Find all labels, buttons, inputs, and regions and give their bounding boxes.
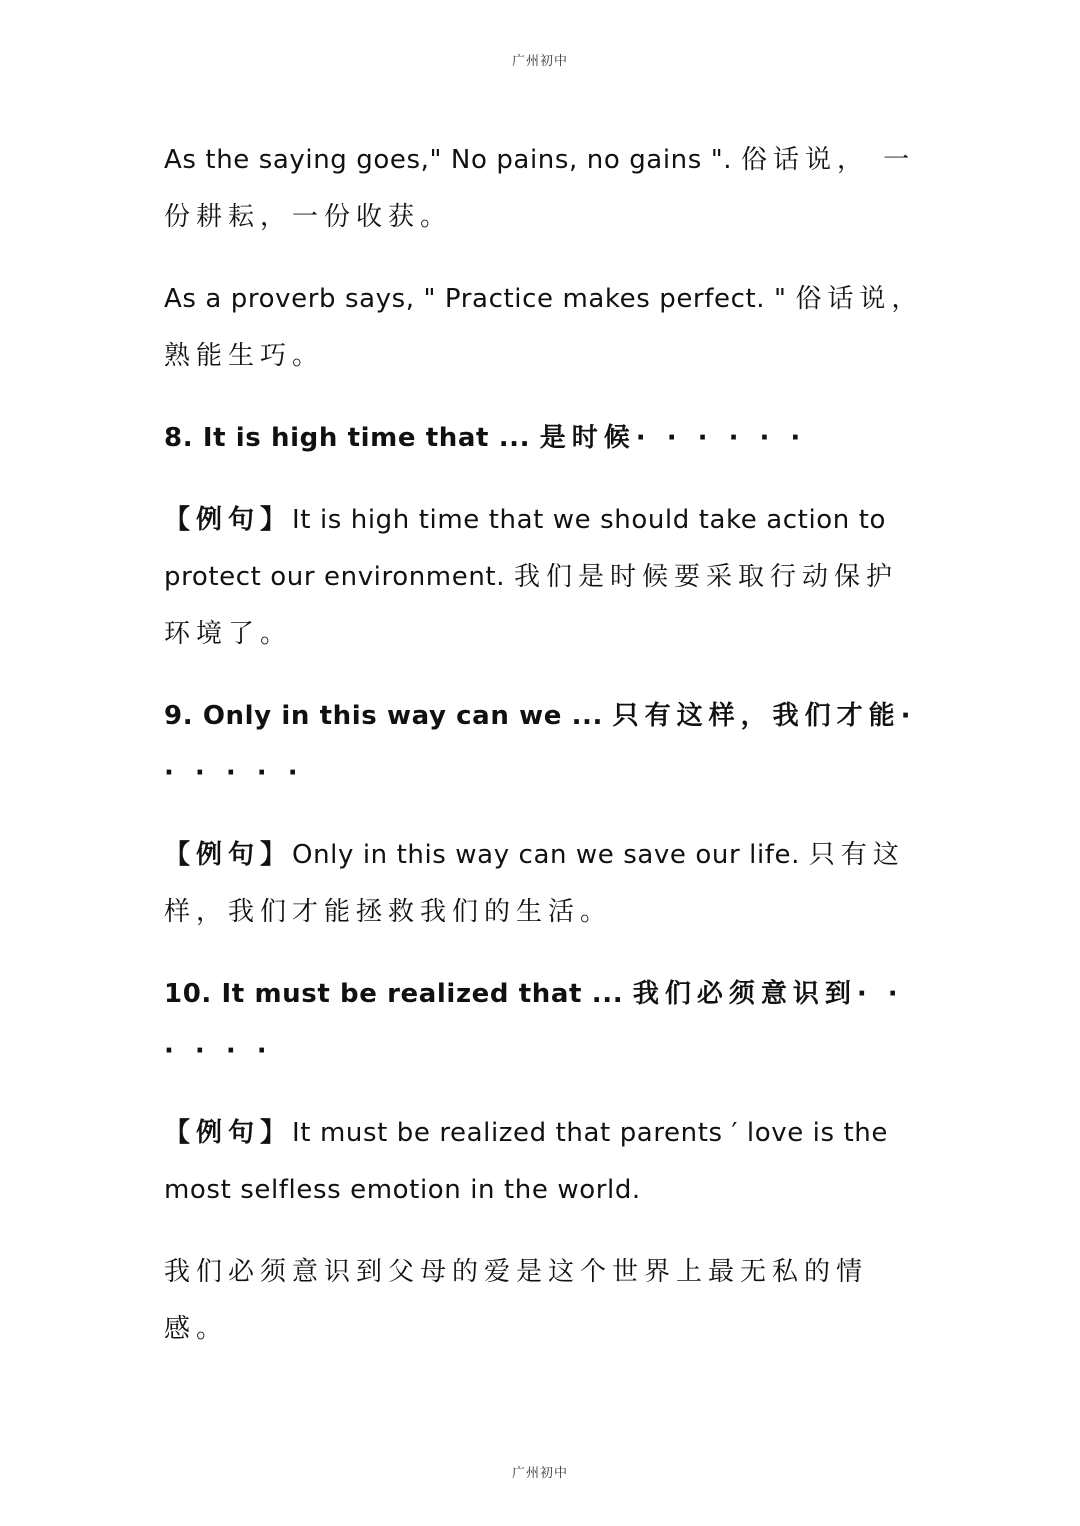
item-8-example-english: It is high time that we should take action to protect our environment.	[164, 505, 887, 592]
proverb-paragraph-1	[164, 132, 924, 246]
page-header: 广州初中	[511, 54, 568, 69]
item-8-example-label: 【例句】	[164, 505, 293, 535]
item-9-heading	[164, 688, 924, 802]
proverb-1-chinese: 俗话说， 一份耕耘，一份收获。	[164, 145, 916, 232]
item-9-heading-chinese: 只有这样，我们才能· · · · · ·	[164, 701, 917, 788]
item-10-example	[164, 1105, 924, 1219]
page-footer: 广州初中	[511, 1466, 568, 1481]
item-8-heading-chinese: 是时候· · · · · ·	[539, 423, 807, 453]
proverb-2-english: As a proverb says, " Practice makes perfect. "	[164, 284, 796, 314]
item-9-example-english: Only in this way can we save our life.	[292, 840, 809, 870]
item-8-heading-english: 8. It is high time that ...	[164, 423, 540, 453]
item-10-heading-chinese: 我们必须意识到· · · · · ·	[164, 979, 904, 1066]
proverb-paragraph-2	[164, 271, 924, 385]
item-9-example	[164, 827, 924, 941]
item-10-heading	[164, 966, 924, 1080]
item-10-example-label: 【例句】	[164, 1118, 293, 1148]
document-body	[164, 132, 924, 1383]
item-10-translation: 我们必须意识到父母的爱是这个世界上最无私的情感。	[164, 1257, 869, 1344]
item-9-heading-english: 9. Only in this way can we ...	[164, 701, 613, 731]
proverb-1-english: As the saying goes," No pains, no gains ".	[164, 145, 742, 175]
item-10-heading-english: 10. It must be realized that ...	[164, 979, 633, 1009]
item-8-heading	[164, 410, 924, 467]
item-8-example-chinese: 我们是时候要采取行动保护环境了。	[164, 562, 898, 649]
item-9-example-chinese: 只有这样，我们才能拯救我们的生活。	[164, 840, 905, 927]
item-10-example-english: It must be realized that parents ′ love is the most selfless emotion in the world.	[164, 1118, 888, 1205]
item-9-example-label: 【例句】	[164, 840, 293, 870]
item-8-example	[164, 492, 924, 663]
proverb-2-chinese: 俗话说，熟能生巧。	[164, 284, 924, 371]
